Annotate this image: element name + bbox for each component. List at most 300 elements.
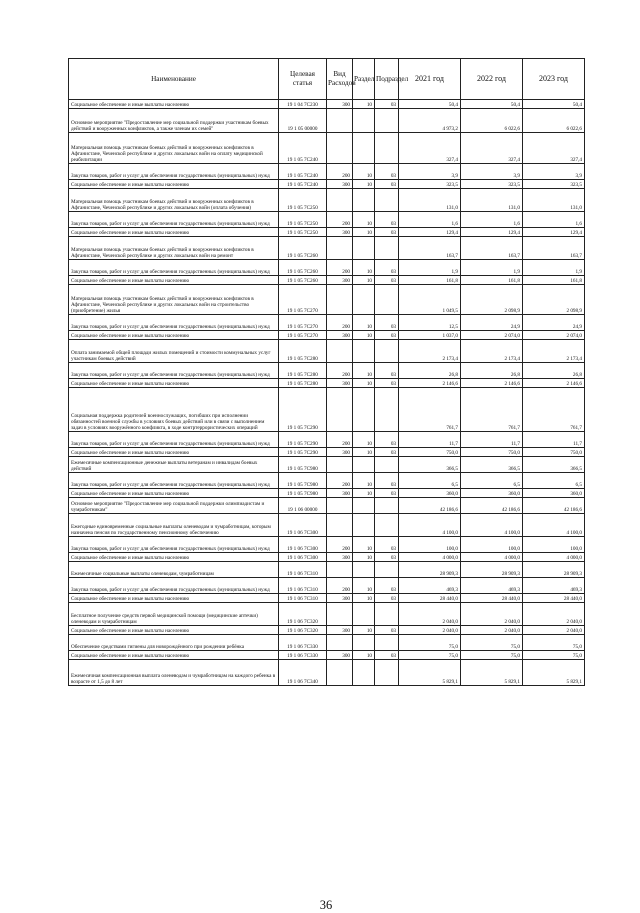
budget-table bbox=[68, 58, 585, 686]
cell-kind bbox=[327, 285, 353, 315]
cell-kind bbox=[327, 189, 353, 212]
cell-y2021: 2 146,6 bbox=[399, 379, 461, 388]
cell-y2021: 750,0 bbox=[399, 448, 461, 457]
cell-kind bbox=[327, 498, 353, 514]
cell-section bbox=[353, 514, 375, 537]
cell-section: 10 bbox=[353, 578, 375, 594]
cell-kind: 300 bbox=[327, 553, 353, 562]
cell-y2022: 11,7 bbox=[461, 432, 523, 448]
cell-y2021: 163,7 bbox=[399, 237, 461, 260]
cell-target: 19 1 05 7С250 bbox=[279, 212, 327, 228]
cell-kind: 300 bbox=[327, 100, 353, 109]
cell-target: 19 1 05 7С260 bbox=[279, 237, 327, 260]
table-row bbox=[69, 514, 585, 537]
cell-name: Материальная помощь участникам боевых действий и вооруженных конфликтов в Афганистане, Чеченской республике и других локальных войн на ремонт bbox=[69, 237, 279, 260]
cell-target: 19 1 06 7С300 bbox=[279, 537, 327, 553]
cell-name: Ежемесячные социальные выплаты оленеводам, чумработницам bbox=[69, 562, 279, 578]
cell-section: 10 bbox=[353, 331, 375, 340]
table-row bbox=[69, 189, 585, 212]
table-row bbox=[69, 100, 585, 109]
cell-section bbox=[353, 660, 375, 686]
header-section: Раздел bbox=[353, 59, 375, 100]
cell-name: Материальная помощь участникам боевых действий и вооруженных конфликтов в Афганистане, Чеченской республике и других локальных войн на оплату медицинской реабилитации bbox=[69, 133, 279, 164]
cell-kind: 200 bbox=[327, 212, 353, 228]
cell-section bbox=[353, 635, 375, 651]
cell-y2022: 761,7 bbox=[461, 388, 523, 432]
cell-subsection bbox=[375, 109, 399, 133]
cell-y2022: 4 000,0 bbox=[461, 553, 523, 562]
cell-name: Социальное обеспечение и иные выплаты населению bbox=[69, 651, 279, 660]
table-row bbox=[69, 457, 585, 473]
cell-y2021: 75,0 bbox=[399, 635, 461, 651]
table-row bbox=[69, 603, 585, 626]
cell-subsection: 03 bbox=[375, 228, 399, 237]
table-row bbox=[69, 133, 585, 164]
cell-target: 19 1 05 7С240 bbox=[279, 180, 327, 189]
cell-subsection: 03 bbox=[375, 594, 399, 603]
cell-name: Ежемесячная компенсационная выплата оленеводам и чумработницам на каждого ребенка в возрасте от 1,5 до 8 лет bbox=[69, 660, 279, 686]
table-row bbox=[69, 448, 585, 457]
cell-kind: 200 bbox=[327, 432, 353, 448]
cell-target: 19 1 06 7С340 bbox=[279, 660, 327, 686]
cell-y2022: 327,4 bbox=[461, 133, 523, 164]
table-row bbox=[69, 626, 585, 635]
cell-section: 10 bbox=[353, 212, 375, 228]
cell-y2023: 323,5 bbox=[523, 180, 585, 189]
table-row bbox=[69, 498, 585, 514]
cell-y2023: 161,8 bbox=[523, 276, 585, 285]
cell-name: Основное мероприятие "Предоставление мер социальной поддержки олимпиадистам и чумработникам" bbox=[69, 498, 279, 514]
cell-name: Материальная помощь участникам боевых действий и вооруженных конфликтов в Афганистане, Чеченской республике и других локальных войн (оплата обучения) bbox=[69, 189, 279, 212]
cell-y2022: 6 022,6 bbox=[461, 109, 523, 133]
cell-name: Закупка товаров, работ и услуг для обеспечения государственных (муниципальных) нужд bbox=[69, 363, 279, 379]
cell-kind bbox=[327, 340, 353, 363]
cell-subsection bbox=[375, 189, 399, 212]
cell-target: 19 1 05 7С250 bbox=[279, 228, 327, 237]
cell-y2022: 100,0 bbox=[461, 537, 523, 553]
cell-name: Закупка товаров, работ и услуг для обеспечения государственных (муниципальных) нужд bbox=[69, 315, 279, 331]
cell-y2022: 2 040,0 bbox=[461, 626, 523, 635]
cell-section bbox=[353, 189, 375, 212]
header-name: Наименование bbox=[69, 59, 279, 100]
table-row bbox=[69, 562, 585, 578]
cell-name: Обеспечение средствами гигиены для новорождённого при рождении ребёнка bbox=[69, 635, 279, 651]
cell-name: Оплата занимаемой общей площади жилых помещений и стоимости коммунальных услуг участникам боевых действий bbox=[69, 340, 279, 363]
cell-section bbox=[353, 340, 375, 363]
cell-y2021: 161,8 bbox=[399, 276, 461, 285]
table-row bbox=[69, 164, 585, 180]
cell-y2022: 28 909,3 bbox=[461, 562, 523, 578]
cell-section: 10 bbox=[353, 228, 375, 237]
table-row bbox=[69, 379, 585, 388]
cell-y2023: 2 173,4 bbox=[523, 340, 585, 363]
cell-subsection bbox=[375, 133, 399, 164]
cell-name: Социальное обеспечение и иные выплаты населению bbox=[69, 553, 279, 562]
cell-subsection: 03 bbox=[375, 164, 399, 180]
cell-name: Социальное обеспечение и иные выплаты населению bbox=[69, 489, 279, 498]
cell-y2023: 6 022,6 bbox=[523, 109, 585, 133]
cell-y2023: 4 000,0 bbox=[523, 553, 585, 562]
cell-subsection: 03 bbox=[375, 260, 399, 276]
cell-kind: 300 bbox=[327, 331, 353, 340]
cell-target: 19 1 04 7С230 bbox=[279, 100, 327, 109]
table-row bbox=[69, 363, 585, 379]
cell-name: Социальное обеспечение и иные выплаты населению bbox=[69, 180, 279, 189]
cell-y2022: 129,4 bbox=[461, 228, 523, 237]
cell-subsection bbox=[375, 660, 399, 686]
cell-subsection bbox=[375, 498, 399, 514]
cell-subsection: 03 bbox=[375, 276, 399, 285]
cell-section: 10 bbox=[353, 100, 375, 109]
cell-y2023: 2 146,6 bbox=[523, 379, 585, 388]
cell-y2021: 4 100,0 bbox=[399, 514, 461, 537]
cell-subsection bbox=[375, 457, 399, 473]
cell-kind: 200 bbox=[327, 363, 353, 379]
cell-section bbox=[353, 133, 375, 164]
cell-target: 19 1 05 7С290 bbox=[279, 432, 327, 448]
cell-subsection bbox=[375, 388, 399, 432]
cell-section: 10 bbox=[353, 379, 375, 388]
cell-target: 19 1 06 7С310 bbox=[279, 578, 327, 594]
cell-subsection: 03 bbox=[375, 331, 399, 340]
cell-y2023: 360,0 bbox=[523, 489, 585, 498]
cell-target: 19 1 05 7С240 bbox=[279, 133, 327, 164]
cell-kind: 300 bbox=[327, 180, 353, 189]
cell-kind bbox=[327, 237, 353, 260]
header-target: Целевая статья bbox=[279, 59, 327, 100]
cell-target: 19 1 06 7С310 bbox=[279, 594, 327, 603]
cell-subsection: 03 bbox=[375, 553, 399, 562]
cell-subsection bbox=[375, 635, 399, 651]
cell-y2021: 75,0 bbox=[399, 651, 461, 660]
cell-subsection: 03 bbox=[375, 379, 399, 388]
cell-section bbox=[353, 457, 375, 473]
cell-section: 10 bbox=[353, 594, 375, 603]
cell-name: Закупка товаров, работ и услуг для обеспечения государственных (муниципальных) нужд bbox=[69, 537, 279, 553]
cell-y2022: 323,5 bbox=[461, 180, 523, 189]
cell-target: 19 1 05 7С980 bbox=[279, 489, 327, 498]
cell-name: Социальное обеспечение и иные выплаты населению bbox=[69, 379, 279, 388]
cell-y2021: 761,7 bbox=[399, 388, 461, 432]
cell-section: 10 bbox=[353, 489, 375, 498]
cell-y2022: 750,0 bbox=[461, 448, 523, 457]
cell-y2021: 1 049,5 bbox=[399, 285, 461, 315]
cell-name: Закупка товаров, работ и услуг для обеспечения государственных (муниципальных) нужд bbox=[69, 164, 279, 180]
table-row bbox=[69, 285, 585, 315]
cell-kind: 200 bbox=[327, 578, 353, 594]
cell-subsection: 03 bbox=[375, 578, 399, 594]
cell-name: Ежемесячные компенсационные денежные выплаты ветеранам и инвалидам боевых действий bbox=[69, 457, 279, 473]
cell-subsection: 03 bbox=[375, 489, 399, 498]
cell-name: Материальная помощь участникам боевых действий и вооруженных конфликтов в Афганистане, Чеченской республике и других локальных войн на строительство (приобретение) жилья bbox=[69, 285, 279, 315]
table-row bbox=[69, 594, 585, 603]
cell-section: 10 bbox=[353, 363, 375, 379]
cell-subsection: 03 bbox=[375, 180, 399, 189]
cell-y2023: 100,0 bbox=[523, 537, 585, 553]
cell-y2022: 2 146,6 bbox=[461, 379, 523, 388]
cell-name: Ежегодные единовременные социальные выплаты оленеводам и чумработницам, которым назначена пенсия по государственному пенсионному обеспечению bbox=[69, 514, 279, 537]
cell-name: Закупка товаров, работ и услуг для обеспечения государственных (муниципальных) нужд bbox=[69, 260, 279, 276]
cell-target: 19 1 06 7С300 bbox=[279, 553, 327, 562]
cell-y2022: 3,9 bbox=[461, 164, 523, 180]
cell-section: 10 bbox=[353, 180, 375, 189]
cell-y2021: 4 000,0 bbox=[399, 553, 461, 562]
table-row bbox=[69, 228, 585, 237]
cell-y2021: 2 173,4 bbox=[399, 340, 461, 363]
cell-name: Социальное обеспечение и иные выплаты населению bbox=[69, 448, 279, 457]
cell-target: 19 1 06 7С320 bbox=[279, 626, 327, 635]
cell-kind: 300 bbox=[327, 489, 353, 498]
cell-target: 19 1 06 7С320 bbox=[279, 603, 327, 626]
cell-y2022: 366,5 bbox=[461, 457, 523, 473]
cell-y2021: 327,4 bbox=[399, 133, 461, 164]
cell-y2023: 28 440,0 bbox=[523, 594, 585, 603]
cell-y2023: 131,0 bbox=[523, 189, 585, 212]
cell-section: 10 bbox=[353, 260, 375, 276]
cell-kind bbox=[327, 660, 353, 686]
cell-y2022: 5 829,1 bbox=[461, 660, 523, 686]
table-row bbox=[69, 212, 585, 228]
cell-kind bbox=[327, 388, 353, 432]
table-row bbox=[69, 432, 585, 448]
cell-y2022: 42 186,6 bbox=[461, 498, 523, 514]
header-kind: Вид Расходов bbox=[327, 59, 353, 100]
cell-y2021: 360,0 bbox=[399, 489, 461, 498]
cell-kind bbox=[327, 514, 353, 537]
cell-y2023: 24,9 bbox=[523, 315, 585, 331]
cell-subsection bbox=[375, 562, 399, 578]
cell-subsection: 03 bbox=[375, 537, 399, 553]
cell-target: 19 1 05 7С290 bbox=[279, 448, 327, 457]
cell-y2021: 131,0 bbox=[399, 189, 461, 212]
cell-subsection bbox=[375, 285, 399, 315]
cell-y2021: 28 440,0 bbox=[399, 594, 461, 603]
cell-y2022: 131,0 bbox=[461, 189, 523, 212]
cell-y2023: 366,5 bbox=[523, 457, 585, 473]
cell-y2021: 28 909,3 bbox=[399, 562, 461, 578]
cell-y2022: 1,9 bbox=[461, 260, 523, 276]
cell-y2023: 163,7 bbox=[523, 237, 585, 260]
cell-subsection: 03 bbox=[375, 432, 399, 448]
cell-y2023: 2 074,0 bbox=[523, 331, 585, 340]
cell-y2021: 11,7 bbox=[399, 432, 461, 448]
cell-y2023: 327,4 bbox=[523, 133, 585, 164]
table-row bbox=[69, 651, 585, 660]
cell-y2022: 1,6 bbox=[461, 212, 523, 228]
table-row bbox=[69, 340, 585, 363]
cell-section bbox=[353, 498, 375, 514]
cell-kind bbox=[327, 562, 353, 578]
table-row bbox=[69, 489, 585, 498]
cell-y2021: 2 040,0 bbox=[399, 626, 461, 635]
cell-y2021: 6,5 bbox=[399, 473, 461, 489]
cell-y2022: 163,7 bbox=[461, 237, 523, 260]
cell-target: 19 1 05 7С250 bbox=[279, 189, 327, 212]
cell-section: 10 bbox=[353, 448, 375, 457]
table-row bbox=[69, 578, 585, 594]
cell-subsection: 03 bbox=[375, 363, 399, 379]
cell-y2022: 2 074,0 bbox=[461, 331, 523, 340]
cell-section bbox=[353, 237, 375, 260]
cell-kind: 300 bbox=[327, 276, 353, 285]
table-row bbox=[69, 260, 585, 276]
table-row bbox=[69, 473, 585, 489]
cell-y2022: 75,0 bbox=[461, 651, 523, 660]
cell-y2021: 26,8 bbox=[399, 363, 461, 379]
table-row bbox=[69, 331, 585, 340]
cell-section: 10 bbox=[353, 553, 375, 562]
cell-y2021: 100,0 bbox=[399, 537, 461, 553]
cell-target: 19 1 05 7С290 bbox=[279, 388, 327, 432]
cell-target: 19 1 05 7С280 bbox=[279, 363, 327, 379]
cell-name: Социальное обеспечение и иные выплаты населению bbox=[69, 626, 279, 635]
cell-target: 19 1 05 7С980 bbox=[279, 473, 327, 489]
cell-name: Социальное обеспечение и иные выплаты населению bbox=[69, 100, 279, 109]
table-row bbox=[69, 276, 585, 285]
cell-name: Социальное обеспечение и иные выплаты населению bbox=[69, 331, 279, 340]
table-row bbox=[69, 109, 585, 133]
cell-target: 19 1 05 7С240 bbox=[279, 164, 327, 180]
cell-subsection: 03 bbox=[375, 626, 399, 635]
cell-y2023: 2 040,0 bbox=[523, 626, 585, 635]
cell-name: Социальная поддержка родителей военнослужащих, погибших при исполнении обязанностей военной службы в условиях боевых действий или в связи с выполнением задач в условиях вооружённого конфликта, в ходе контртеррористических операций bbox=[69, 388, 279, 432]
cell-y2021: 469,3 bbox=[399, 578, 461, 594]
cell-name: Социальное обеспечение и иные выплаты населению bbox=[69, 228, 279, 237]
cell-y2021: 4 973,2 bbox=[399, 109, 461, 133]
cell-y2023: 1,9 bbox=[523, 260, 585, 276]
cell-y2021: 42 186,6 bbox=[399, 498, 461, 514]
cell-y2022: 24,9 bbox=[461, 315, 523, 331]
cell-y2021: 129,4 bbox=[399, 228, 461, 237]
header-2023: 2023 год bbox=[523, 59, 585, 100]
cell-y2023: 129,4 bbox=[523, 228, 585, 237]
table-header-row bbox=[69, 59, 585, 100]
cell-kind: 200 bbox=[327, 473, 353, 489]
cell-section bbox=[353, 109, 375, 133]
cell-y2023: 4 100,0 bbox=[523, 514, 585, 537]
cell-subsection: 03 bbox=[375, 473, 399, 489]
cell-y2021: 12,5 bbox=[399, 315, 461, 331]
cell-y2023: 50,4 bbox=[523, 100, 585, 109]
cell-y2021: 323,5 bbox=[399, 180, 461, 189]
cell-y2021: 366,5 bbox=[399, 457, 461, 473]
cell-kind: 300 bbox=[327, 594, 353, 603]
cell-target: 19 1 06 7С330 bbox=[279, 651, 327, 660]
cell-section bbox=[353, 285, 375, 315]
cell-subsection: 03 bbox=[375, 448, 399, 457]
cell-kind: 200 bbox=[327, 537, 353, 553]
cell-target: 19 1 05 00000 bbox=[279, 109, 327, 133]
cell-y2022: 6,5 bbox=[461, 473, 523, 489]
cell-subsection bbox=[375, 514, 399, 537]
cell-y2023: 469,3 bbox=[523, 578, 585, 594]
cell-kind: 300 bbox=[327, 379, 353, 388]
cell-y2023: 28 909,3 bbox=[523, 562, 585, 578]
cell-y2022: 161,8 bbox=[461, 276, 523, 285]
cell-kind bbox=[327, 109, 353, 133]
cell-target: 19 1 05 7С980 bbox=[279, 457, 327, 473]
cell-y2021: 1,9 bbox=[399, 260, 461, 276]
cell-name: Закупка товаров, работ и услуг для обеспечения государственных (муниципальных) нужд bbox=[69, 212, 279, 228]
cell-y2023: 26,8 bbox=[523, 363, 585, 379]
cell-y2023: 3,9 bbox=[523, 164, 585, 180]
cell-y2022: 2 173,4 bbox=[461, 340, 523, 363]
cell-kind bbox=[327, 457, 353, 473]
cell-y2022: 75,0 bbox=[461, 635, 523, 651]
cell-y2023: 11,7 bbox=[523, 432, 585, 448]
cell-subsection bbox=[375, 340, 399, 363]
cell-target: 19 1 05 7С270 bbox=[279, 285, 327, 315]
header-subsection: Подраздел bbox=[375, 59, 399, 100]
cell-kind: 300 bbox=[327, 651, 353, 660]
cell-section: 10 bbox=[353, 315, 375, 331]
cell-y2021: 2 040,0 bbox=[399, 603, 461, 626]
cell-y2023: 761,7 bbox=[523, 388, 585, 432]
table-row bbox=[69, 635, 585, 651]
cell-name: Бесплатное получение средств первой медицинской помощи (медицинские аптечки) оленеводам и чумработницам bbox=[69, 603, 279, 626]
cell-kind: 200 bbox=[327, 164, 353, 180]
cell-section: 10 bbox=[353, 626, 375, 635]
cell-y2022: 28 440,0 bbox=[461, 594, 523, 603]
cell-name: Основное мероприятие "Предоставление мер социальной поддержки участникам боевых действий и вооруженных конфликтов, а также членам их семей" bbox=[69, 109, 279, 133]
cell-subsection bbox=[375, 603, 399, 626]
cell-target: 19 1 06 7С300 bbox=[279, 514, 327, 537]
cell-y2023: 750,0 bbox=[523, 448, 585, 457]
cell-y2023: 2 098,9 bbox=[523, 285, 585, 315]
budget-table-page bbox=[68, 58, 584, 912]
cell-kind: 200 bbox=[327, 315, 353, 331]
cell-target: 19 1 06 00000 bbox=[279, 498, 327, 514]
table-row bbox=[69, 660, 585, 686]
table-row bbox=[69, 237, 585, 260]
cell-section bbox=[353, 603, 375, 626]
table-row bbox=[69, 537, 585, 553]
cell-target: 19 1 05 7С280 bbox=[279, 379, 327, 388]
table-row bbox=[69, 388, 585, 432]
cell-y2022: 2 040,0 bbox=[461, 603, 523, 626]
cell-y2023: 5 829,1 bbox=[523, 660, 585, 686]
cell-y2021: 1 037,0 bbox=[399, 331, 461, 340]
cell-section: 10 bbox=[353, 432, 375, 448]
cell-target: 19 1 05 7С270 bbox=[279, 315, 327, 331]
page-number: 36 bbox=[319, 898, 333, 912]
header-2021: 2021 год bbox=[399, 59, 461, 100]
cell-y2021: 1,6 bbox=[399, 212, 461, 228]
cell-y2022: 4 100,0 bbox=[461, 514, 523, 537]
cell-y2022: 26,8 bbox=[461, 363, 523, 379]
table-row bbox=[69, 553, 585, 562]
cell-target: 19 1 05 7С280 bbox=[279, 340, 327, 363]
cell-y2022: 50,4 bbox=[461, 100, 523, 109]
cell-name: Социальное обеспечение и иные выплаты населению bbox=[69, 594, 279, 603]
cell-section: 10 bbox=[353, 164, 375, 180]
cell-target: 19 1 06 7С330 bbox=[279, 635, 327, 651]
cell-y2023: 75,0 bbox=[523, 651, 585, 660]
cell-section: 10 bbox=[353, 276, 375, 285]
cell-y2021: 3,9 bbox=[399, 164, 461, 180]
cell-subsection bbox=[375, 237, 399, 260]
cell-y2021: 50,4 bbox=[399, 100, 461, 109]
cell-target: 19 1 05 7С260 bbox=[279, 260, 327, 276]
cell-y2022: 2 098,9 bbox=[461, 285, 523, 315]
cell-section: 10 bbox=[353, 651, 375, 660]
header-2022: 2022 год bbox=[461, 59, 523, 100]
cell-y2023: 42 186,6 bbox=[523, 498, 585, 514]
cell-y2023: 2 040,0 bbox=[523, 603, 585, 626]
cell-target: 19 1 06 7С310 bbox=[279, 562, 327, 578]
cell-kind bbox=[327, 603, 353, 626]
cell-target: 19 1 05 7С260 bbox=[279, 276, 327, 285]
